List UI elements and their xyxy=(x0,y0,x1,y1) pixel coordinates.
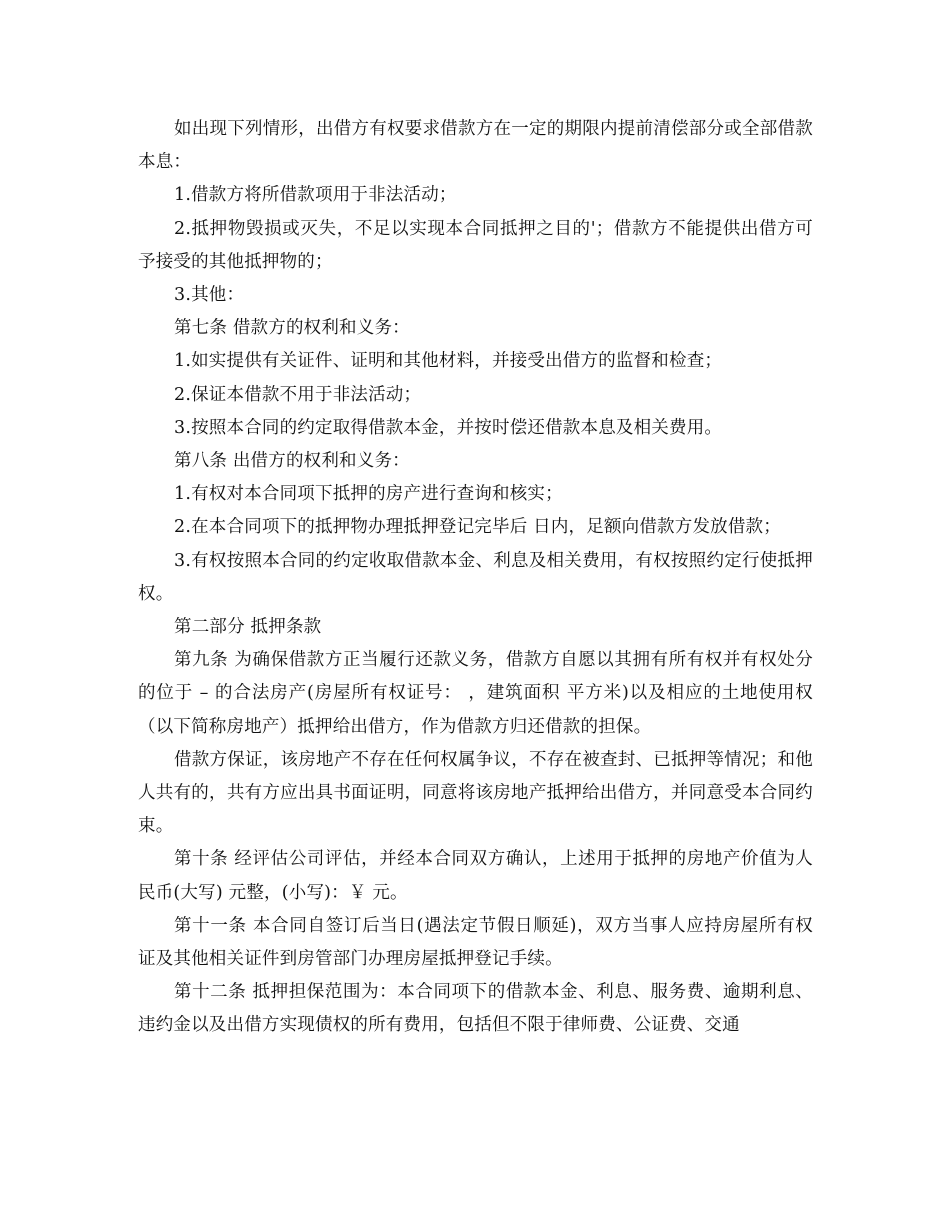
paragraph-other: 3.其他： xyxy=(174,285,245,306)
paragraph-provide-documents: 1.如实提供有关证件、证明和其他材料，并接受出借方的监督和检查； xyxy=(174,351,723,372)
paragraph-borrower-guarantee: 借款方保证，该房地产不存在任何权属争议，不存在被查封、已抵押等情况；和他人共有的，共有方应出具书面证明，同意将该房地产抵押给出借方，并同意受本合同约束。 xyxy=(138,749,813,837)
paragraph-collateral-damage: 2.抵押物毁损或灭失，不足以实现本合同抵押之目的'；借款方不能提供出借方可予接受的其他抵押物的； xyxy=(138,218,813,272)
article-11-paragraph: 第十一条 本合同自签订后当日(遇法定节假日顺延)，双方当事人应持房屋所有权证及其他相关证件到房管部门办理房屋抵押登记手续。 xyxy=(138,915,813,970)
article-8-heading: 第八条 出借方的权利和义务： xyxy=(174,451,410,472)
article-10-paragraph: 第十条 经评估公司评估，并经本合同双方确认，上述用于抵押的房地产价值为人民币(大写) 元整，(小写)：￥ 元。 xyxy=(138,849,813,903)
paragraph-no-illegal-use: 2.保证本借款不用于非法活动； xyxy=(174,384,422,405)
paragraph-early-repayment-intro: 如出现下列情形，出借方有权要求借款方在一定的期限内提前清偿部分或全部借款本息： xyxy=(138,119,813,173)
paragraph-illegal-use: 1.借款方将所借款项用于非法活动； xyxy=(174,185,457,206)
paragraph-verify-property: 1.有权对本合同项下抵押的房产进行查询和核实； xyxy=(174,484,563,505)
document-body xyxy=(138,113,813,1043)
paragraph-disburse-loan: 2.在本合同项下的抵押物办理抵押登记完毕后 日内，足额向借款方发放借款； xyxy=(174,517,781,538)
article-7-heading: 第七条 借款方的权利和义务： xyxy=(174,318,410,339)
part-2-heading: 第二部分 抵押条款 xyxy=(174,617,322,638)
paragraph-repay-on-time: 3.按照本合同的约定取得借款本金，并按时偿还借款本息及相关费用。 xyxy=(174,417,723,438)
paragraph-collect-principal: 3.有权按照本合同的约定收取借款本金、利息及相关费用，有权按照约定行使抵押权。 xyxy=(138,550,813,604)
article-12-paragraph: 第十二条 抵押担保范围为：本合同项下的借款本金、利息、服务费、逾期利息、违约金以及出借方实现债权的所有费用，包括但不限于律师费、公证费、交通 xyxy=(138,982,813,1036)
article-9-paragraph: 第九条 为确保借款方正当履行还款义务，借款方自愿以其拥有所有权并有权处分的位于 – 的合法房产(房屋所有权证号： ，建筑面积 平方米)以及相应的土地使用权（以下简称房地产）抵押给出借方，作为借款方归还借款的担保。 xyxy=(138,650,813,737)
